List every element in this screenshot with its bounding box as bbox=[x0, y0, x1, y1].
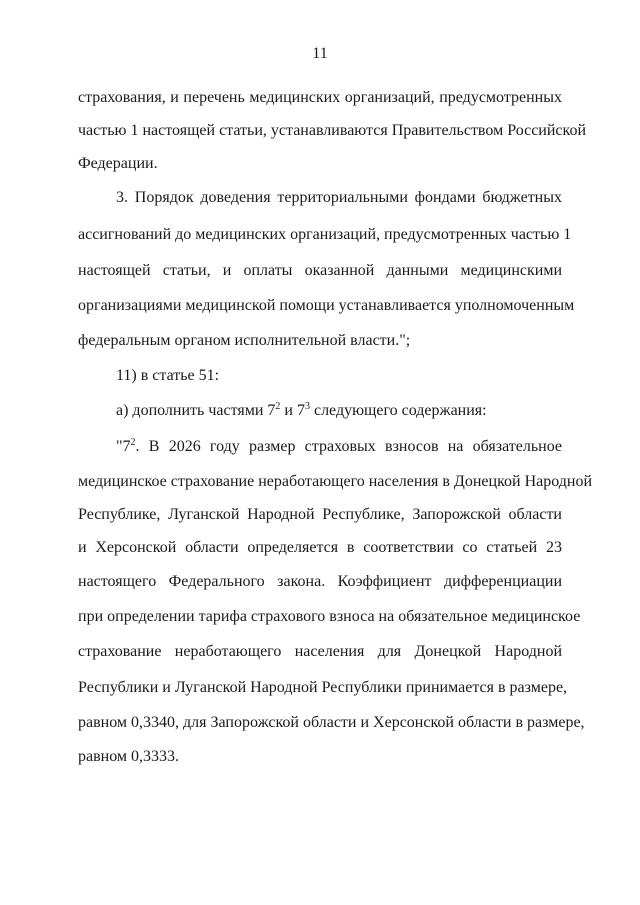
text-run: . В 2026 году размер страховых взносов на обязательное bbox=[135, 438, 562, 455]
text-line: настоящей статьи, и оплаты оказанной данными медицинскими bbox=[78, 262, 562, 279]
text-run: следующего содержания: bbox=[309, 402, 487, 419]
superscript: 3 bbox=[304, 401, 310, 412]
superscript: 2 bbox=[275, 401, 281, 412]
text-line: Республики и Луганской Народной Республики принимается в размере, bbox=[78, 679, 568, 696]
text-line: при определении тарифа страхового взноса на обязательное медицинское bbox=[78, 608, 581, 625]
text-line: страхования, и перечень медицинских организаций, предусмотренных bbox=[78, 89, 562, 106]
text-line: медицинское страхование неработающего населения в Донецкой Народной bbox=[78, 473, 593, 490]
text-line: Федерации. bbox=[78, 155, 158, 172]
text-line: частью 1 настоящей статьи, устанавливаются Правительством Российской bbox=[78, 122, 587, 139]
text-line: равном 0,3333. bbox=[78, 748, 180, 765]
text-line bbox=[116, 437, 562, 457]
text-line: Республике, Луганской Народной Республике, Запорожской области bbox=[78, 506, 562, 523]
text-line: страхование неработающего населения для Донецкой Народной bbox=[78, 643, 562, 660]
text-run: а) дополнить частями 7 bbox=[116, 402, 276, 419]
superscript: 2 bbox=[130, 437, 136, 448]
text-line: настоящего Федерального закона. Коэффициент дифференциации bbox=[78, 573, 562, 590]
text-run: "7 bbox=[116, 438, 131, 455]
text-line bbox=[116, 401, 562, 421]
text-line: равном 0,3340, для Запорожской области и Херсонской области в размере, bbox=[78, 714, 585, 731]
text-line: организациями медицинской помощи устанавливается уполномоченным bbox=[78, 297, 575, 314]
text-run: и 7 bbox=[280, 402, 305, 419]
text-line: 11) в статье 51: bbox=[116, 367, 220, 384]
text-line: федеральным органом исполнительной власти."; bbox=[78, 332, 411, 349]
text-line: ассигнований до медицинских организаций, предусмотренных частью 1 bbox=[78, 226, 572, 243]
text-line: и Херсонской области определяется в соответствии со статьей 23 bbox=[78, 539, 562, 556]
page-number: 11 bbox=[312, 45, 328, 62]
text-line: 3. Порядок доведения территориальными фондами бюджетных bbox=[116, 189, 562, 206]
